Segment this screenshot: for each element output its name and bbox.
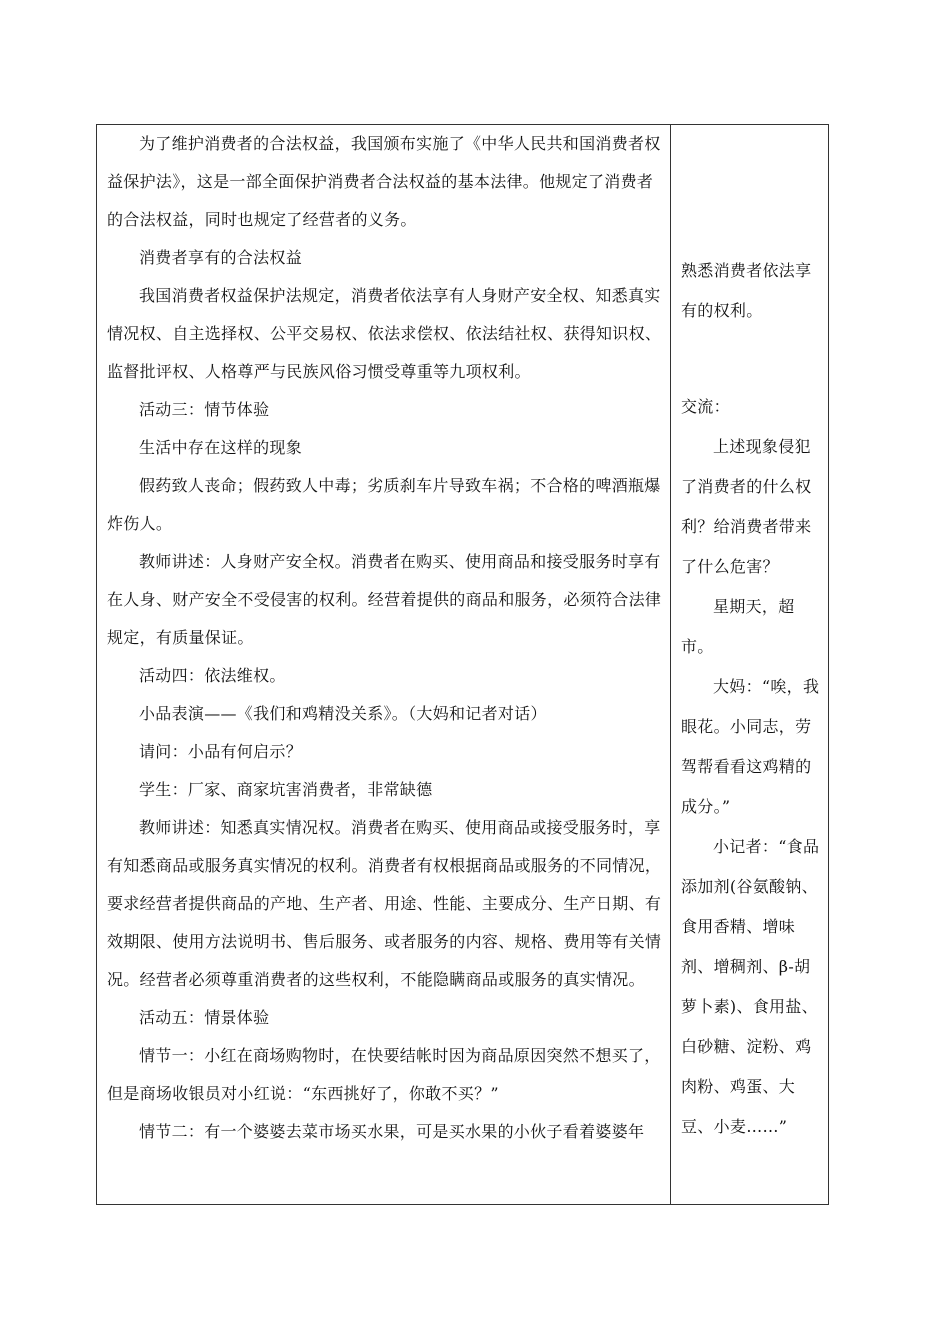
note-exchange-label: 交流：: [681, 397, 730, 416]
activity-three-heading: 活动三：情节体验: [139, 400, 270, 419]
paragraph-safety-right: 教师讲述：人身财产安全权。消费者在购买、使用商品和接受服务时享有在人身、财产安全不受侵害的权利。经营着提供的商品和服务，必须符合法律规定，有质量保证。: [107, 552, 662, 647]
paragraph-scenario-one: 情节一：小红在商场购物时，在快要结帐时因为商品原因突然不想买了，但是商场收银员对小红说：“东西挑好了，你敢不买？”: [107, 1046, 661, 1103]
student-activity-column: [681, 125, 821, 1147]
lesson-content-column: [107, 125, 663, 1151]
note-scene-setting: 星期天，超市。: [681, 597, 795, 656]
paragraph-question: 请问：小品有何启示？: [139, 742, 303, 761]
column-divider: [670, 125, 671, 1204]
note-know-rights: 熟悉消费者依法享有的权利。: [681, 261, 812, 320]
paragraph-rights-list: 我国消费者权益保护法规定，消费者依法享有人身财产安全权、知悉真实情况权、自主选择权、公平交易权、依法求偿权、依法结社权、获得知识权、监督批评权、人格尊严与民族风俗习惯受尊重等九项权利。: [107, 286, 662, 381]
paragraph-heading-rights: 消费者享有的合法权益: [139, 248, 303, 267]
paragraph-scenario-two: 情节二：有一个婆婆去菜市场买水果，可是买水果的小伙子看着婆婆年: [139, 1122, 645, 1141]
paragraph-skit: 小品表演——《我们和鸡精没关系》。（大妈和记者对话）: [139, 704, 547, 723]
note-grandma-line: 大妈：“唉，我眼花。小同志，劳驾帮看看这鸡精的成分。”: [681, 677, 820, 816]
note-reporter-line: 小记者：“食品添加剂(谷氨酸钠、食用香精、增味剂、增稠剂、β-胡萝卜素)、食用盐、白砂糖、淀粉、鸡肉粉、鸡蛋、大豆、小麦……”: [681, 837, 820, 1136]
activity-four-heading: 活动四：依法维权。: [139, 666, 286, 685]
paragraph-student-answer: 学生：厂家、商家坑害消费者，非常缺德: [139, 780, 433, 799]
paragraph-phenomena: 假药致人丧命；假药致人中毒；劣质刹车片导致车祸；不合格的啤酒瓶爆炸伤人。: [107, 476, 661, 533]
lesson-table: [96, 124, 829, 1205]
activity-five-heading: 活动五：情景体验: [139, 1008, 270, 1027]
note-discussion-question: 上述现象侵犯了消费者的什么权利？给消费者带来了什么危害？: [681, 437, 812, 576]
paragraph-phenomena-intro: 生活中存在这样的现象: [139, 438, 303, 457]
paragraph-intro: 为了维护消费者的合法权益，我国颁布实施了《中华人民共和国消费者权益保护法》，这是一部全面保护消费者合法权益的基本法律。他规定了消费者的合法权益，同时也规定了经营者的义务。: [107, 134, 661, 229]
paragraph-information-right: 教师讲述：知悉真实情况权。消费者在购买、使用商品或接受服务时，享有知悉商品或服务真实情况的权利。消费者有权根据商品或服务的不同情况，要求经营者提供商品的产地、生产者、用途、性能、主要成分、生产日期、有效期限、使用方法说明书、售后服务、或者服务的内容、规格、费用等有关情况。经营者必须尊重消费者的这些权利，不能隐瞒商品或服务的真实情况。: [107, 818, 662, 989]
